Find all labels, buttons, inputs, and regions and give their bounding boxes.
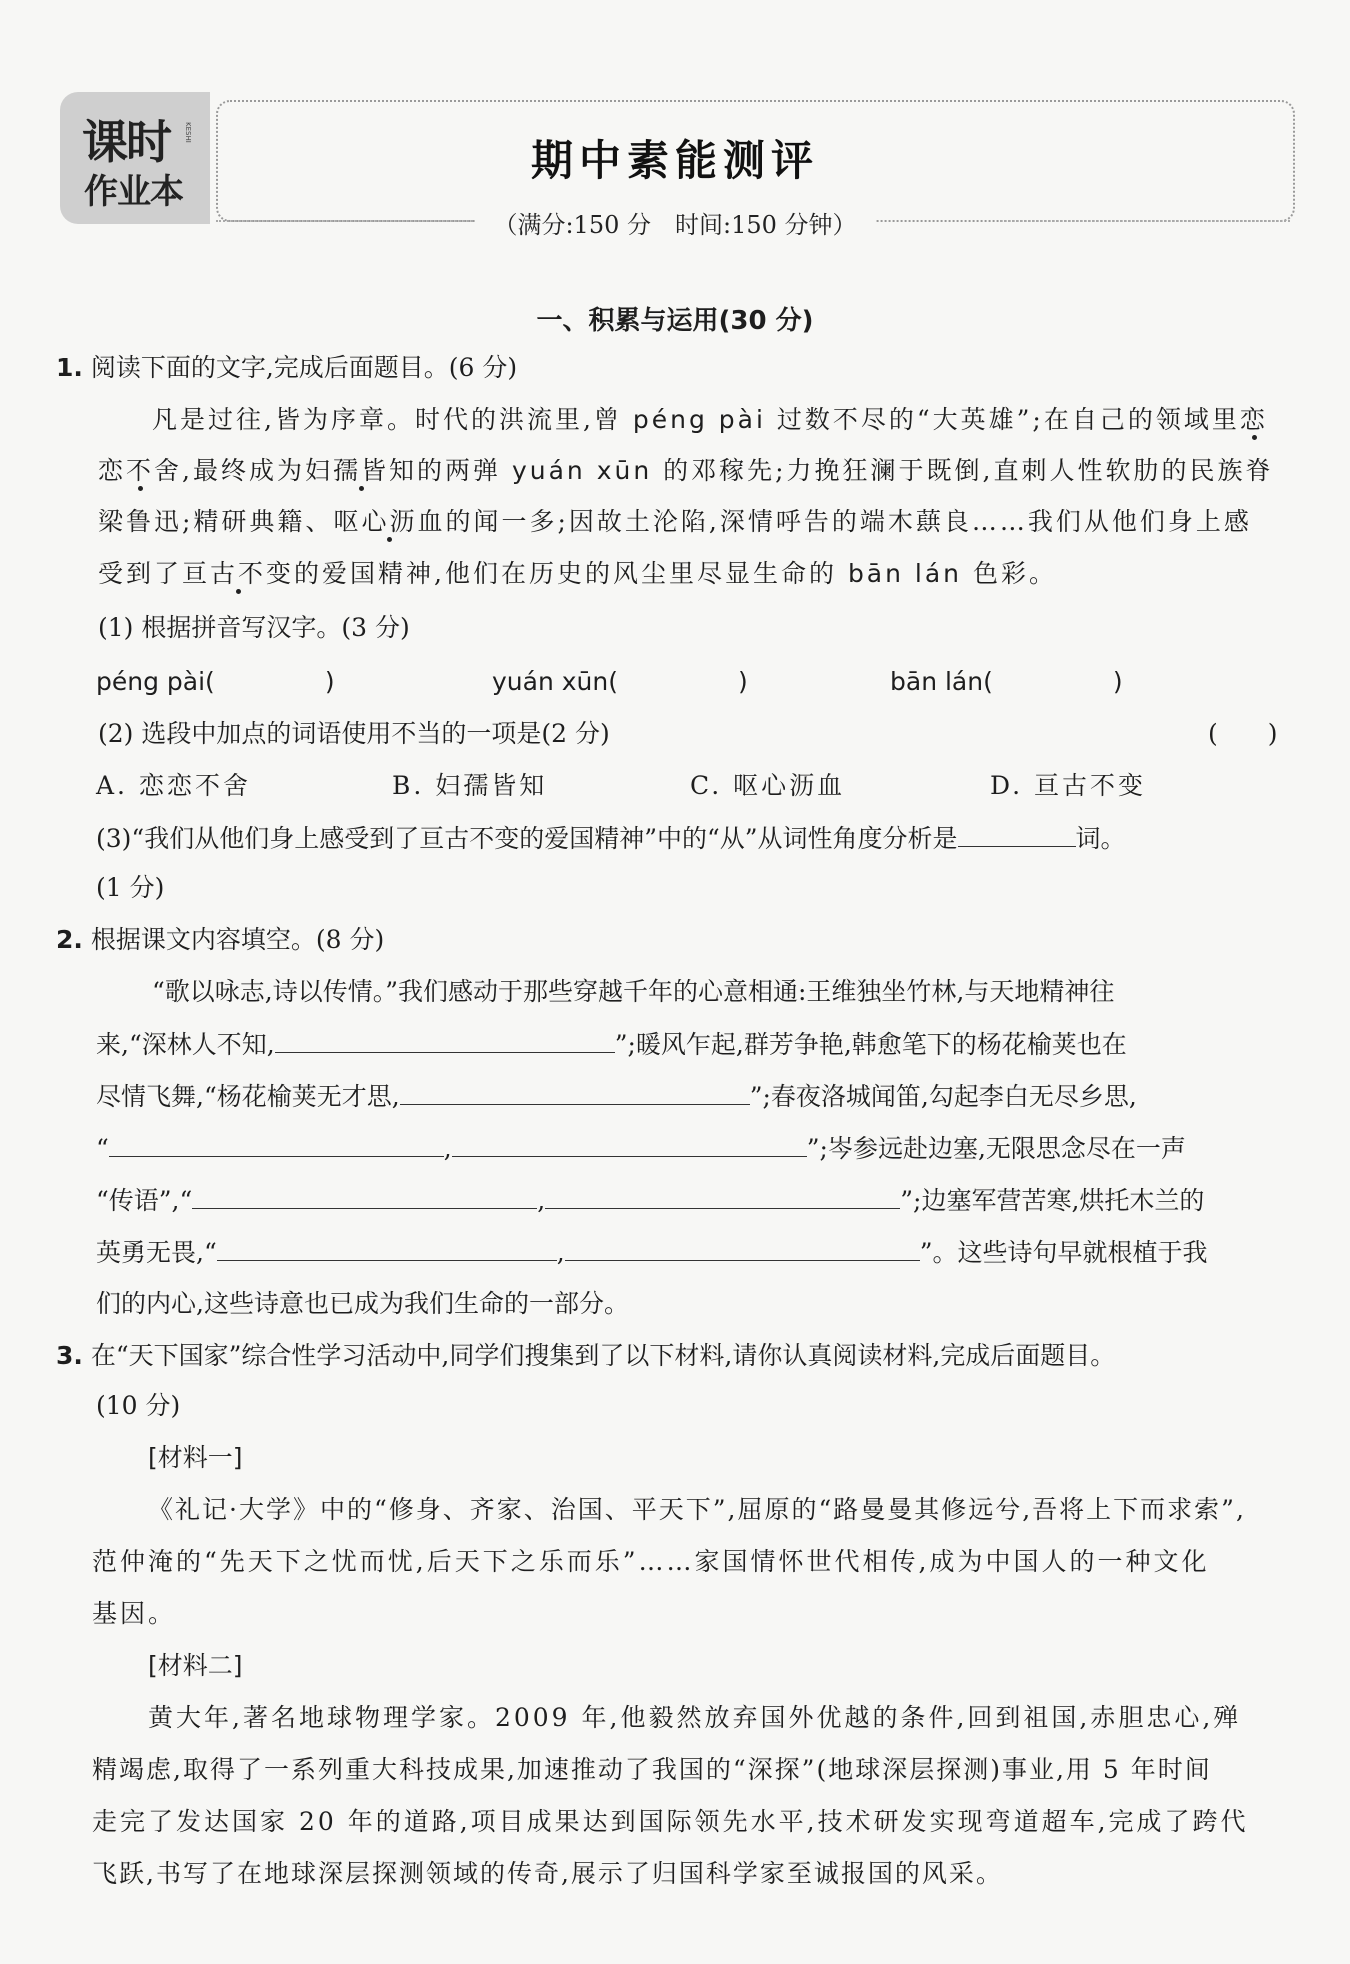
passage-text: 的两弹	[416, 456, 512, 485]
q2-text: ”。这些诗句早就根植于我	[919, 1238, 1208, 1267]
question-text: 阅读下面的文字,完成后面题目。(6 分)	[90, 353, 518, 382]
exam-info	[0, 205, 1350, 240]
fill-blank[interactable]	[565, 1236, 920, 1261]
pinyin-text: yuán xūn	[511, 456, 653, 485]
material-2-line-2: 精竭虑,取得了一系列重大科技成果,加速推动了我国的“深探”(地球深层探测)事业,用 5 年时间	[92, 1755, 1212, 1784]
passage-text: 色彩。	[962, 559, 1057, 588]
q2-line-6	[96, 1236, 1207, 1269]
page-title: 期中素能测评	[530, 136, 819, 185]
q2-text: ,	[443, 1134, 452, 1163]
dotted-word: 亘古不变	[182, 559, 295, 588]
logo-small-text: KESHI	[184, 122, 192, 143]
material-2-line-4: 飞跃,书写了在地球深层探测领域的传奇,展示了归国科学家至诚报国的风采。	[92, 1859, 1003, 1888]
pinyin-label: péng pài(	[96, 667, 215, 696]
answer-blank[interactable]	[618, 666, 738, 690]
material-1-line-1: 《礼记·大学》中的“修身、齐家、治国、平天下”,屈原的“路曼曼其修远兮,吾将上下而求索”,	[148, 1495, 1246, 1524]
passage-line-1	[152, 404, 1268, 436]
sub-question-3-score: (1 分)	[96, 873, 165, 902]
logo-line2: 作业本	[84, 172, 183, 212]
passage-text: 过数不尽的“大英雄”;在自己的领域里	[765, 405, 1240, 434]
dotted-word: 妇孺皆知	[304, 456, 417, 485]
passage-text: 的邓稼先;力挽狂澜于既倒,直刺人性软肋的民族脊	[652, 456, 1274, 485]
sub-question-text: (3)“我们从他们身上感受到了亘古不变的爱国精神”中的“从”从词性角度分析是	[96, 824, 958, 853]
q2-text: ”;春夜洛城闻笛,勾起李白无尽乡思,	[749, 1082, 1137, 1111]
answer-bracket[interactable]: ( )	[1208, 719, 1278, 748]
fill-blank[interactable]	[109, 1132, 444, 1157]
material-2-title: [材料二]	[148, 1651, 243, 1680]
fill-blank[interactable]	[452, 1132, 807, 1157]
passage-text: 凡是过往,皆为序章。时代的洪流里,曾	[152, 405, 633, 434]
dotted-word: 恋	[1239, 405, 1268, 434]
q2-line-3	[96, 1080, 1137, 1113]
q2-text: ,	[537, 1186, 546, 1215]
pinyin-answer-2	[492, 666, 748, 698]
pinyin-label: yuán xūn(	[492, 667, 618, 696]
q2-line-7: 们的内心,这些诗意也已成为我们生命的一部分。	[96, 1289, 629, 1318]
pinyin-answer-3	[890, 666, 1123, 698]
question-text: 根据课文内容填空。(8 分)	[90, 925, 385, 954]
sub-question-1: (1) 根据拼音写汉字。(3 分)	[98, 613, 410, 642]
material-1-title: [材料一]	[148, 1443, 243, 1472]
passage-line-2	[98, 455, 1274, 487]
q2-text: ,	[556, 1238, 565, 1267]
option-a[interactable]: A. 恋恋不舍	[96, 771, 251, 800]
question-3-score: (10 分)	[96, 1391, 181, 1420]
material-1-line-2: 范仲淹的“先天下之忧而忧,后天下之乐而乐”……家国情怀世代相传,成为中国人的一种文化	[92, 1547, 1210, 1576]
sub-question-3	[96, 822, 1126, 855]
q2-text: 来,“深林人不知,	[96, 1030, 275, 1059]
passage-text: ,最终成为	[182, 456, 305, 485]
paren: )	[1112, 667, 1123, 696]
pinyin-label: bān lán(	[890, 667, 993, 696]
q2-line-4	[96, 1132, 1186, 1165]
option-b[interactable]: B. 妇孺皆知	[392, 771, 548, 800]
pinyin-text: bān lán	[847, 559, 963, 588]
q2-text: “传语”,“	[96, 1186, 193, 1215]
question-number: 1.	[56, 353, 83, 382]
question-2-stem	[56, 924, 384, 956]
fill-blank[interactable]	[545, 1184, 900, 1209]
fill-blank[interactable]	[275, 1028, 615, 1053]
question-text: 在“天下国家”综合性学习活动中,同学们搜集到了以下材料,请你认真阅读材料,完成后面题目。	[90, 1341, 1116, 1370]
question-number: 2.	[56, 925, 83, 954]
answer-blank[interactable]	[958, 822, 1076, 847]
passage-text: 受到了	[98, 559, 183, 588]
sub-question-2: (2) 选段中加点的词语使用不当的一项是(2 分)	[98, 719, 610, 748]
passage-line-4	[98, 558, 1057, 590]
fill-blank[interactable]	[400, 1080, 750, 1105]
option-c[interactable]: C. 呕心沥血	[690, 771, 846, 800]
pinyin-text: péng pài	[632, 405, 766, 434]
fill-blank[interactable]	[192, 1184, 537, 1209]
dotted-word: 恋不舍	[98, 456, 183, 485]
q2-line-1: “歌以咏志,诗以传情。”我们感动于那些穿越千年的心意相通:王维独坐竹林,与天地精神往	[152, 977, 1115, 1006]
material-2-line-3: 走完了发达国家 20 年的道路,项目成果达到国际领先水平,技术研发实现弯道超车,完成了跨代	[92, 1807, 1249, 1836]
question-1-stem	[56, 352, 517, 384]
q2-text: ”;边塞军营苦寒,烘托木兰的	[900, 1186, 1205, 1215]
section-title: 一、积累与运用(30 分)	[536, 306, 814, 336]
q2-text: 尽情飞舞,“杨花榆荚无才思,	[96, 1082, 400, 1111]
passage-text: 的爱国精神,他们在历史的风尘里尽显生命的	[294, 559, 848, 588]
dotted-word: 呕心沥血	[333, 507, 446, 536]
q2-text: “	[96, 1134, 109, 1163]
material-2-line-1: 黄大年,著名地球物理学家。2009 年,他毅然放弃国外优越的条件,回到祖国,赤胆忠心,殚	[148, 1703, 1242, 1732]
option-d[interactable]: D. 亘古不变	[990, 771, 1147, 800]
q2-line-5	[96, 1184, 1204, 1217]
sub-question-text: 词。	[1075, 824, 1126, 853]
paren: )	[324, 667, 335, 696]
material-1-line-3: 基因。	[92, 1599, 177, 1628]
question-3-stem	[56, 1340, 1115, 1372]
answer-blank[interactable]	[215, 666, 325, 690]
exam-info-text: （满分:150 分 时间:150 分钟）	[475, 211, 874, 239]
logo-line1: 课时	[82, 115, 170, 169]
question-number: 3.	[56, 1341, 83, 1370]
passage-text: 梁鲁迅;精研典籍、	[98, 507, 334, 536]
q2-text: ”;岑参远赴边塞,无限思念尽在一声	[806, 1134, 1186, 1163]
answer-blank[interactable]	[993, 666, 1113, 690]
fill-blank[interactable]	[217, 1236, 557, 1261]
passage-line-3	[98, 506, 1252, 538]
q2-line-2	[96, 1028, 1127, 1061]
passage-text: 的闻一多;因故土沦陷,深情呼告的端木蕻良……我们从他们身上感	[445, 507, 1252, 536]
q2-text: ”;暖风乍起,群芳争艳,韩愈笔下的杨花榆荚也在	[614, 1030, 1127, 1059]
paren: )	[738, 667, 748, 696]
q2-text: 英勇无畏,“	[96, 1238, 217, 1267]
pinyin-answer-1	[96, 666, 335, 698]
